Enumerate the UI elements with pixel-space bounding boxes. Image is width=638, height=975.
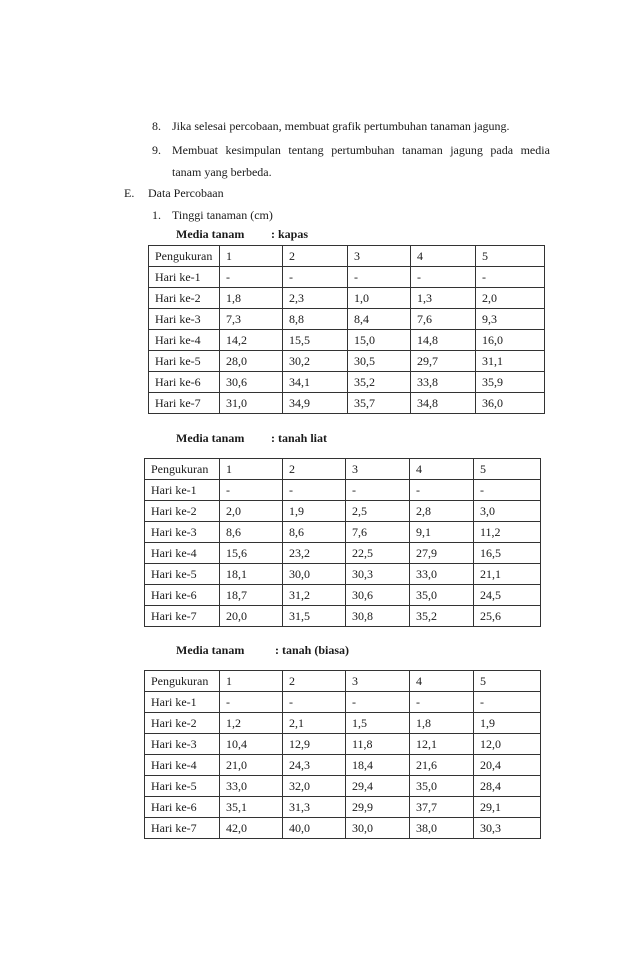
row-label-cell: Hari ke-6 [145,585,220,606]
header-cell: 1 [220,246,283,267]
step-8 [152,119,510,134]
value-cell: 30,0 [283,564,346,585]
value-cell: 28,4 [474,776,541,797]
header-cell: 2 [283,671,346,692]
table-row [149,267,545,288]
value-cell: 9,1 [410,522,474,543]
table-row [149,309,545,330]
step-8-text: Jika selesai percobaan, membuat grafik pertumbuhan tanaman jagung. [172,119,510,133]
value-cell: 35,0 [410,776,474,797]
table-row [149,288,545,309]
value-cell: 24,3 [283,755,346,776]
data-table-tanah-liat [144,458,541,627]
table-row [145,692,541,713]
row-label-cell: Hari ke-1 [145,692,220,713]
value-cell: 31,0 [220,393,283,414]
row-label-cell: Hari ke-6 [149,372,220,393]
row-label-cell: Hari ke-4 [145,755,220,776]
value-cell: 35,2 [410,606,474,627]
value-cell: 8,6 [283,522,346,543]
row-label-cell: Hari ke-7 [145,606,220,627]
header-cell: 5 [474,459,541,480]
row-label-cell: Hari ke-3 [149,309,220,330]
value-cell: 28,0 [220,351,283,372]
header-cell: 1 [220,671,283,692]
value-cell: - [476,267,545,288]
value-cell: 12,0 [474,734,541,755]
step-9-word: tentang [288,143,324,157]
value-cell: 34,8 [411,393,476,414]
value-cell: 3,0 [474,501,541,522]
value-cell: 18,4 [346,755,410,776]
value-cell: 21,1 [474,564,541,585]
header-cell: 3 [348,246,411,267]
step-9-word: pada [490,143,514,157]
row-label-cell: Hari ke-3 [145,522,220,543]
value-cell: 20,4 [474,755,541,776]
row-label-cell: Hari ke-3 [145,734,220,755]
step-8-number: 8. [152,119,161,133]
row-label-cell: Hari ke-1 [145,480,220,501]
value-cell: 40,0 [283,818,346,839]
value-cell: 21,0 [220,755,283,776]
row-label-cell: Hari ke-7 [149,393,220,414]
row-label-cell: Hari ke-2 [145,713,220,734]
value-cell: 25,6 [474,606,541,627]
value-cell: - [220,267,283,288]
step-9-word: kesimpulan [225,143,281,157]
table-row [145,585,541,606]
value-cell: 1,3 [411,288,476,309]
value-cell: 30,8 [346,606,410,627]
table-body [149,246,545,414]
value-cell: 32,0 [283,776,346,797]
value-cell: 2,0 [220,501,283,522]
step-9-continuation: tanam yang berbeda. [172,165,272,179]
value-cell: 12,1 [410,734,474,755]
value-cell: 33,0 [410,564,474,585]
section-heading [124,186,224,201]
value-cell: 31,3 [283,797,346,818]
header-cell: Pengukuran [145,459,220,480]
value-cell: 23,2 [283,543,346,564]
value-cell: 31,2 [283,585,346,606]
table-row [145,606,541,627]
table-row [145,776,541,797]
value-cell: 35,7 [348,393,411,414]
value-cell: 2,5 [346,501,410,522]
value-cell: 18,1 [220,564,283,585]
value-cell: - [410,480,474,501]
step-9-word: pertumbuhan [331,143,395,157]
header-row [149,246,545,267]
row-label-cell: Hari ke-2 [149,288,220,309]
value-cell: 21,6 [410,755,474,776]
value-cell: 29,4 [346,776,410,797]
row-label-cell: Hari ke-5 [149,351,220,372]
media-value: : tanah liat [271,431,328,445]
header-row [145,671,541,692]
table-row [145,755,541,776]
value-cell: - [220,480,283,501]
media-caption-tanah-biasa [176,643,349,658]
value-cell: - [474,480,541,501]
table-row [145,564,541,585]
value-cell: 33,8 [411,372,476,393]
header-cell: 5 [476,246,545,267]
value-cell: 18,7 [220,585,283,606]
value-cell: - [283,267,348,288]
step-9-word: jagung [450,143,483,157]
value-cell: - [348,267,411,288]
value-cell: 20,0 [220,606,283,627]
media-label: Media tanam [176,643,245,657]
value-cell: - [411,267,476,288]
table-row [145,713,541,734]
subsection-number: 1. [152,208,161,222]
row-label-cell: Hari ke-4 [145,543,220,564]
value-cell: 30,6 [220,372,283,393]
value-cell: 31,1 [476,351,545,372]
value-cell: 8,4 [348,309,411,330]
value-cell: 1,9 [474,713,541,734]
header-cell: 3 [346,671,410,692]
value-cell: 15,6 [220,543,283,564]
row-label-cell: Hari ke-2 [145,501,220,522]
header-cell: Pengukuran [149,246,220,267]
value-cell: 29,1 [474,797,541,818]
media-caption-kapas [176,227,308,242]
table-row [145,818,541,839]
value-cell: 2,8 [410,501,474,522]
value-cell: 34,1 [283,372,348,393]
value-cell: 29,9 [346,797,410,818]
table-row [145,522,541,543]
media-value: : tanah (biasa) [275,643,350,657]
media-label: Media tanam [176,431,245,445]
value-cell: 38,0 [410,818,474,839]
value-cell: 1,8 [410,713,474,734]
value-cell: 30,3 [474,818,541,839]
subsection-heading [152,208,273,223]
step-9-number: 9. [152,143,161,157]
header-row [145,459,541,480]
row-label-cell: Hari ke-7 [145,818,220,839]
header-cell: 4 [410,671,474,692]
table-row [149,372,545,393]
header-cell: 1 [220,459,283,480]
table-row [149,351,545,372]
value-cell: 11,2 [474,522,541,543]
header-cell: Pengukuran [145,671,220,692]
table-row [145,734,541,755]
header-cell: 2 [283,459,346,480]
value-cell: 31,5 [283,606,346,627]
table-row [145,543,541,564]
value-cell: 15,5 [283,330,348,351]
value-cell: 22,5 [346,543,410,564]
header-cell: 2 [283,246,348,267]
value-cell: 35,9 [476,372,545,393]
value-cell: 12,9 [283,734,346,755]
value-cell: 1,0 [348,288,411,309]
table-body [145,671,541,839]
value-cell: 16,5 [474,543,541,564]
row-label-cell: Hari ke-4 [149,330,220,351]
step-9-word: Membuat [172,143,218,157]
value-cell: 7,6 [346,522,410,543]
table-body [145,459,541,627]
value-cell: - [346,480,410,501]
value-cell: 42,0 [220,818,283,839]
value-cell: 7,3 [220,309,283,330]
section-title: Data Percobaan [148,186,224,200]
table-row [145,501,541,522]
media-label: Media tanam [176,227,245,241]
value-cell: 16,0 [476,330,545,351]
step-9-number-wrap [152,143,172,158]
value-cell: 33,0 [220,776,283,797]
section-letter: E. [124,186,135,200]
value-cell: 15,0 [348,330,411,351]
data-table-kapas [148,245,545,414]
value-cell: 1,9 [283,501,346,522]
value-cell: 30,6 [346,585,410,606]
value-cell: - [283,480,346,501]
subsection-title: Tinggi tanaman (cm) [172,208,273,222]
row-label-cell: Hari ke-6 [145,797,220,818]
value-cell: 10,4 [220,734,283,755]
media-caption-tanah-liat [176,431,327,446]
media-value: : kapas [271,227,309,241]
value-cell: 7,6 [411,309,476,330]
header-cell: 3 [346,459,410,480]
header-cell: 5 [474,671,541,692]
step-9-word: media [520,143,550,157]
header-cell: 4 [410,459,474,480]
value-cell: 35,2 [348,372,411,393]
value-cell: 24,5 [474,585,541,606]
table-row [149,393,545,414]
value-cell: 14,8 [411,330,476,351]
value-cell: 11,8 [346,734,410,755]
value-cell: - [220,692,283,713]
value-cell: - [410,692,474,713]
header-cell: 4 [411,246,476,267]
value-cell: 35,1 [220,797,283,818]
value-cell: 9,3 [476,309,545,330]
value-cell: 27,9 [410,543,474,564]
value-cell: 8,6 [220,522,283,543]
value-cell: 2,0 [476,288,545,309]
row-label-cell: Hari ke-5 [145,564,220,585]
value-cell: 30,0 [346,818,410,839]
value-cell: 8,8 [283,309,348,330]
value-cell: 1,5 [346,713,410,734]
value-cell: 34,9 [283,393,348,414]
value-cell: 30,2 [283,351,348,372]
value-cell: 2,3 [283,288,348,309]
value-cell: 30,5 [348,351,411,372]
value-cell: 2,1 [283,713,346,734]
step-9-text [172,143,550,158]
table-row [149,330,545,351]
data-table-tanah-biasa [144,670,541,839]
row-label-cell: Hari ke-1 [149,267,220,288]
value-cell: 35,0 [410,585,474,606]
value-cell: 30,3 [346,564,410,585]
value-cell: 36,0 [476,393,545,414]
value-cell: 29,7 [411,351,476,372]
row-label-cell: Hari ke-5 [145,776,220,797]
value-cell: 1,2 [220,713,283,734]
table-row [145,480,541,501]
table-row [145,797,541,818]
value-cell: 37,7 [410,797,474,818]
value-cell: 14,2 [220,330,283,351]
step-9-word: tanaman [402,143,443,157]
value-cell: - [474,692,541,713]
value-cell: 1,8 [220,288,283,309]
value-cell: - [346,692,410,713]
value-cell: - [283,692,346,713]
